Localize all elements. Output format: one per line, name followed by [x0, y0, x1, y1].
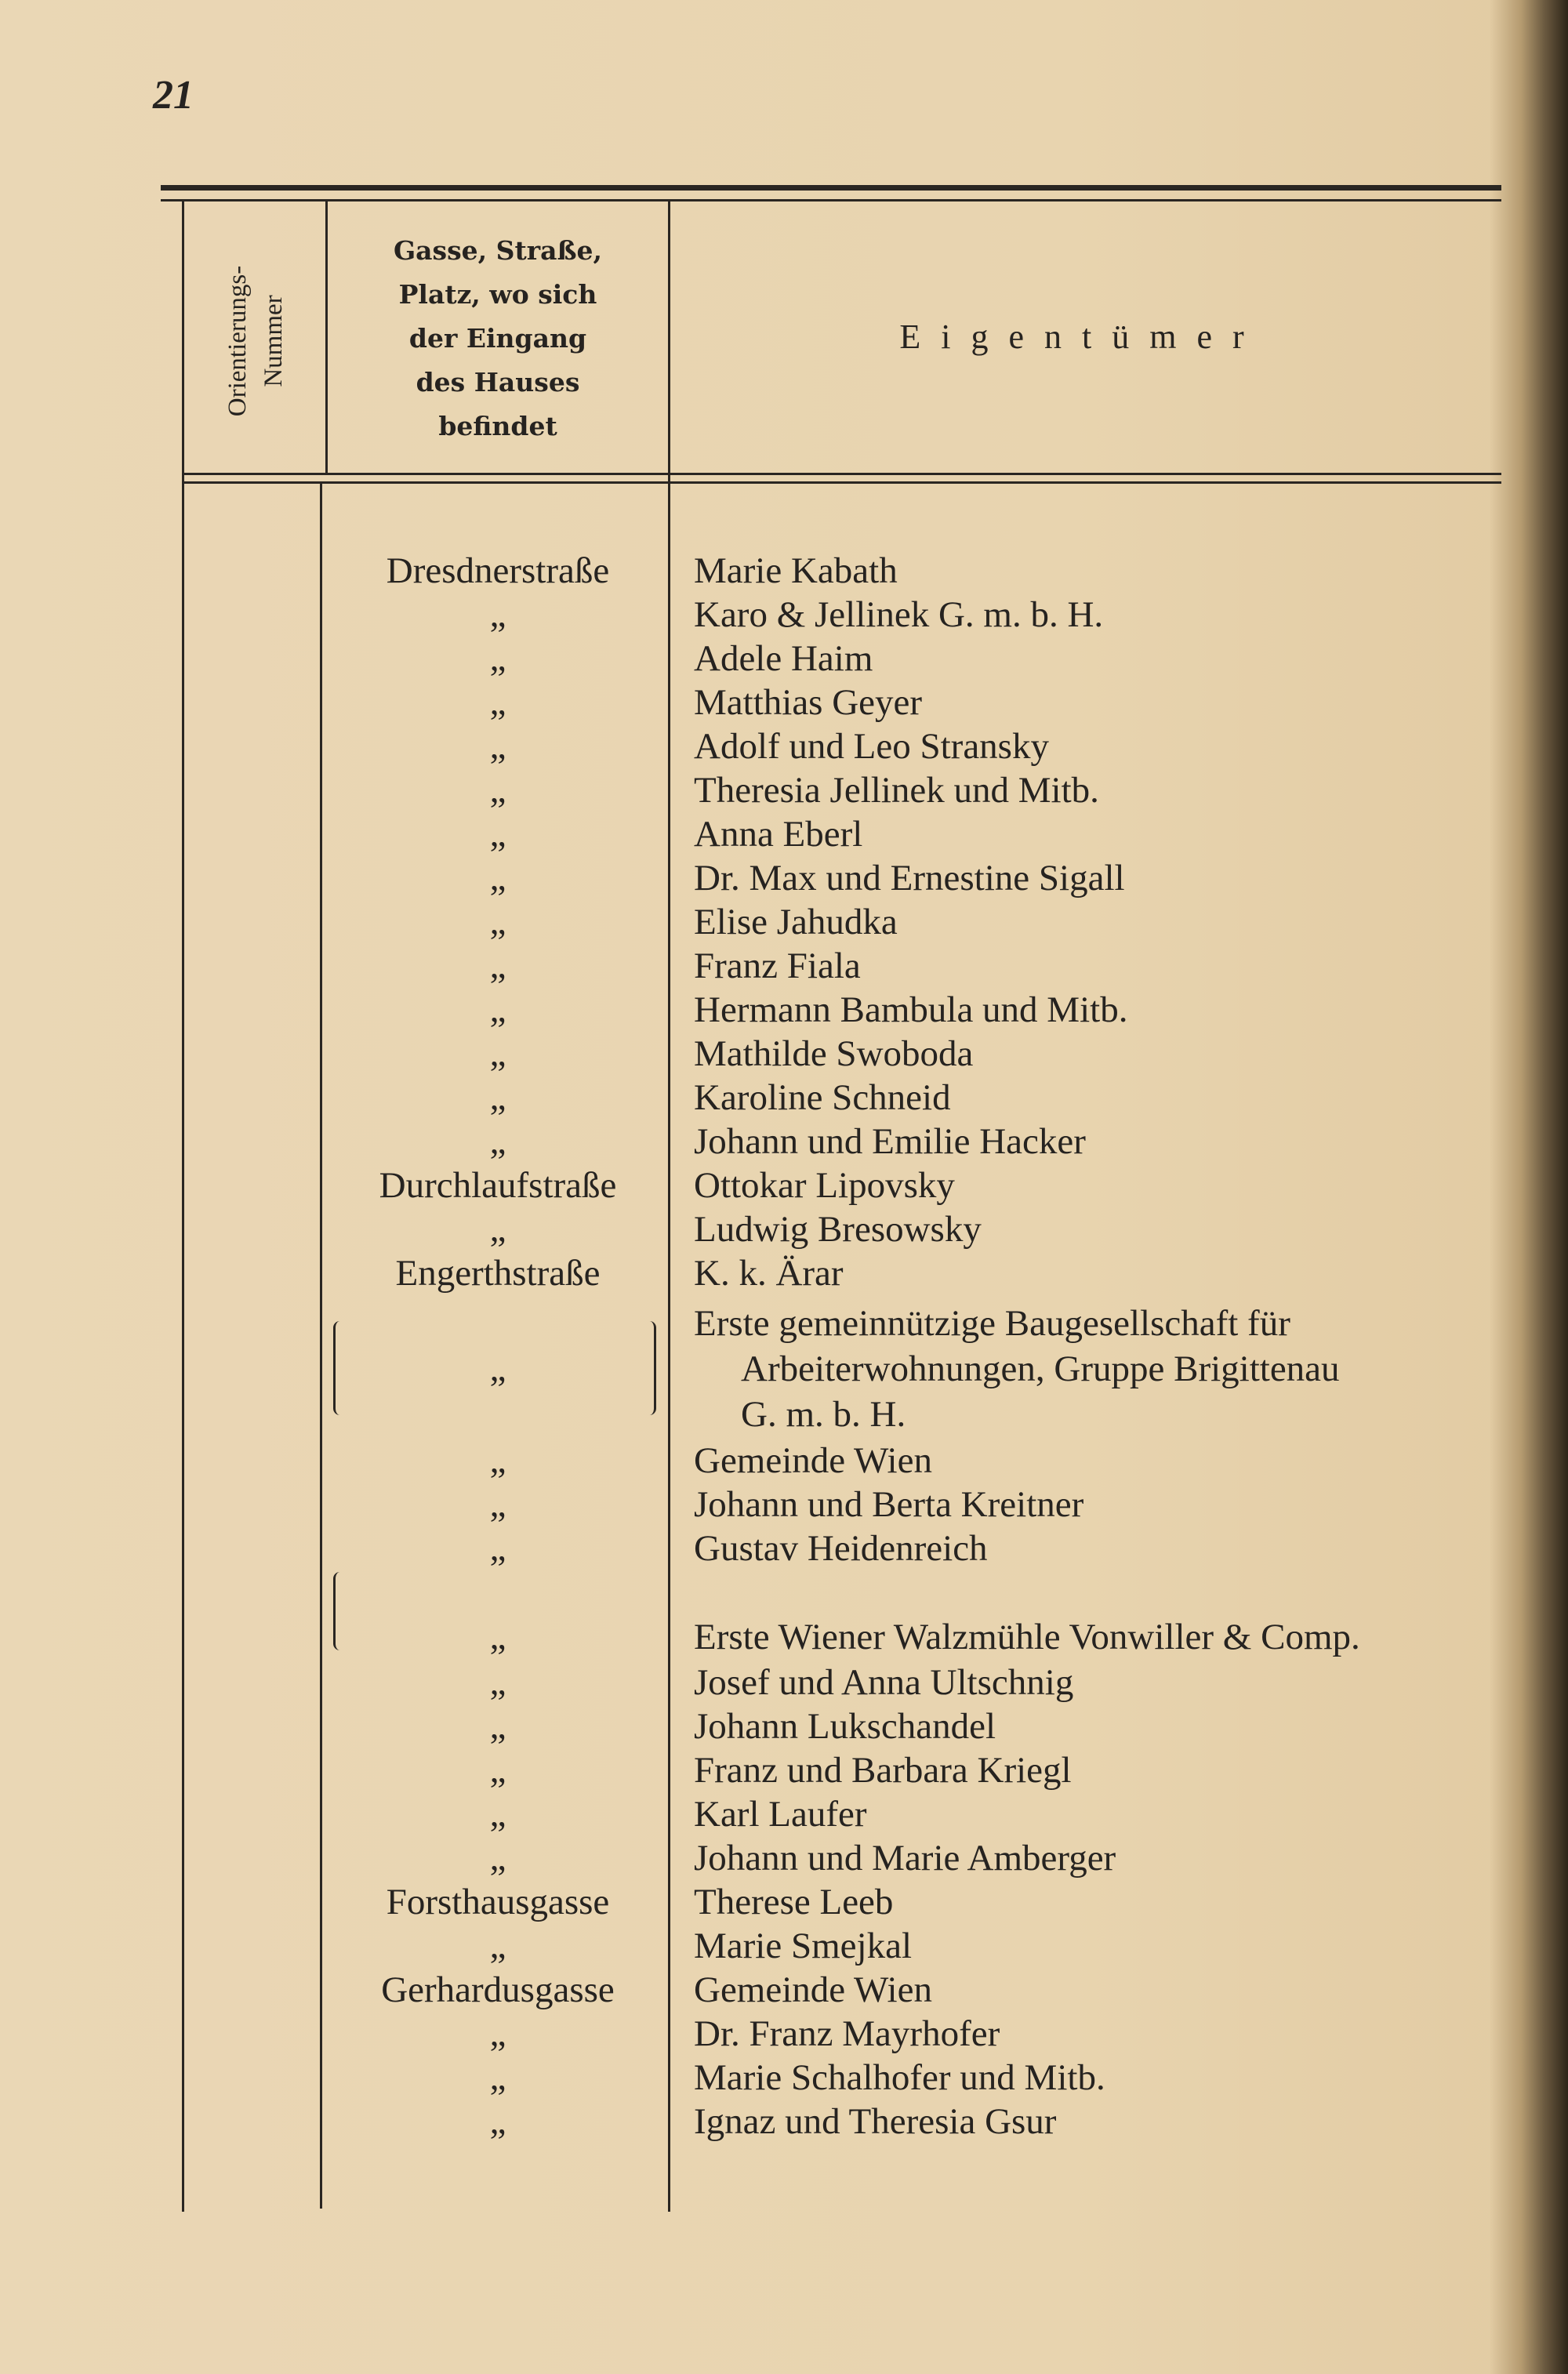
- owner-name: Gemeinde Wien: [694, 1969, 932, 2010]
- street-name: „: [489, 989, 506, 1030]
- street-name: „: [489, 2101, 506, 2142]
- street-name: „: [489, 594, 506, 635]
- street-name: „: [489, 1209, 506, 1250]
- header-owner-column: Eigentümer: [899, 318, 1265, 356]
- owner-name: Erste gemeinnützige Baugesellschaft für: [694, 1303, 1290, 1344]
- header-street-line: Platz, wo sich: [398, 279, 597, 310]
- top-rule-thick: [161, 185, 1501, 191]
- street-name: Gerhardusgasse: [381, 1969, 615, 2010]
- street-name: „: [489, 1033, 506, 1074]
- owner-name: Dr. Franz Mayrhofer: [694, 2013, 1000, 2054]
- owner-name: Arbeiterwohnungen, Gruppe Brigittenau: [741, 1349, 1340, 1389]
- header-number-line-2: Nummer: [260, 295, 288, 387]
- owner-name: Elise Jahudka: [694, 902, 898, 942]
- street-name: „: [489, 770, 506, 811]
- street-name: „: [489, 1349, 506, 1389]
- owner-name: Franz Fiala: [694, 946, 861, 986]
- street-name: „: [489, 2057, 506, 2098]
- street-name: „: [489, 1528, 506, 1569]
- owner-name: Ignaz und Theresia Gsur: [694, 2101, 1057, 2142]
- owner-name: Ludwig Bresowsky: [694, 1209, 982, 1250]
- owner-name: Karoline Schneid: [694, 1077, 951, 1118]
- header-street-line: der Eingang: [408, 323, 587, 354]
- owner-name: Karo & Jellinek G. m. b. H.: [694, 594, 1104, 635]
- owner-name: Matthias Geyer: [694, 682, 923, 723]
- street-name: „: [489, 1794, 506, 1835]
- street-name: „: [489, 1617, 506, 1657]
- street-name: „: [489, 1662, 506, 1703]
- street-name: „: [489, 2013, 506, 2054]
- page-number: 21: [153, 73, 194, 118]
- owner-name: Marie Schalhofer und Mitb.: [694, 2057, 1105, 2098]
- street-name: „: [489, 858, 506, 898]
- header-street-line: Gasse, Straße,: [393, 235, 603, 266]
- owner-name: Adele Haim: [694, 638, 873, 679]
- column-line-number: [320, 484, 322, 2209]
- column-line-left: [182, 201, 184, 2212]
- owner-name: Ottokar Lipovsky: [694, 1165, 955, 1206]
- header-rule-2: [182, 481, 1501, 484]
- street-name: „: [489, 638, 506, 679]
- owner-name: Gemeinde Wien: [694, 1440, 932, 1481]
- street-name: Forsthausgasse: [386, 1882, 610, 1922]
- owner-name: Johann und Emilie Hacker: [694, 1121, 1086, 1162]
- street-name: „: [489, 902, 506, 942]
- header-street-line: befindet: [438, 411, 557, 441]
- street-name: „: [489, 1484, 506, 1525]
- owner-name: Marie Kabath: [694, 550, 898, 591]
- street-name: „: [489, 682, 506, 723]
- header-number-line-1: Orientierungs-: [223, 265, 252, 417]
- owner-name: Adolf und Leo Stransky: [694, 726, 1049, 767]
- header-number-column: [182, 212, 329, 470]
- owner-name: Franz und Barbara Kriegl: [694, 1750, 1072, 1791]
- owner-name: Johann und Berta Kreitner: [694, 1484, 1084, 1525]
- owner-name: G. m. b. H.: [741, 1394, 906, 1435]
- owner-name: K. k. Ärar: [694, 1253, 844, 1294]
- owner-name: Gustav Heidenreich: [694, 1528, 988, 1569]
- header-rule-1: [182, 473, 1501, 475]
- street-name: Engerthstraße: [395, 1253, 601, 1294]
- owner-name: Theresia Jellinek und Mitb.: [694, 770, 1099, 811]
- street-name: „: [489, 1750, 506, 1791]
- header-street-column: [329, 229, 666, 448]
- owner-name: Josef und Anna Ultschnig: [694, 1662, 1074, 1703]
- street-name: „: [489, 946, 506, 986]
- page-edge-shadow: [1490, 0, 1568, 2374]
- top-rule-thin: [161, 199, 1501, 201]
- street-name: „: [489, 1440, 506, 1481]
- street-name: „: [489, 1926, 506, 1966]
- owner-name: Johann Lukschandel: [694, 1706, 996, 1747]
- header-number-label: [220, 266, 292, 416]
- street-name: „: [489, 1706, 506, 1747]
- street-name: „: [489, 726, 506, 767]
- owner-name: Marie Smejkal: [694, 1926, 913, 1966]
- street-name: „: [489, 1838, 506, 1879]
- column-line-street: [668, 201, 670, 2212]
- owner-name: Hermann Bambula und Mitb.: [694, 989, 1128, 1030]
- owner-name: Therese Leeb: [694, 1882, 894, 1922]
- owner-name: Mathilde Swoboda: [694, 1033, 974, 1074]
- street-name: „: [489, 1077, 506, 1118]
- header-street-line: des Hauses: [416, 367, 580, 397]
- owner-name: Erste Wiener Walzmühle Vonwiller & Comp.: [694, 1617, 1360, 1657]
- owner-name: Dr. Max und Ernestine Sigall: [694, 858, 1125, 898]
- street-name: Dresdnerstraße: [386, 550, 610, 591]
- owner-name: Johann und Marie Amberger: [694, 1838, 1116, 1879]
- street-name: „: [489, 814, 506, 855]
- street-name: „: [489, 1121, 506, 1162]
- street-name: Durchlaufstraße: [379, 1165, 617, 1206]
- owner-name: Anna Eberl: [694, 814, 863, 855]
- owner-name: Karl Laufer: [694, 1794, 867, 1835]
